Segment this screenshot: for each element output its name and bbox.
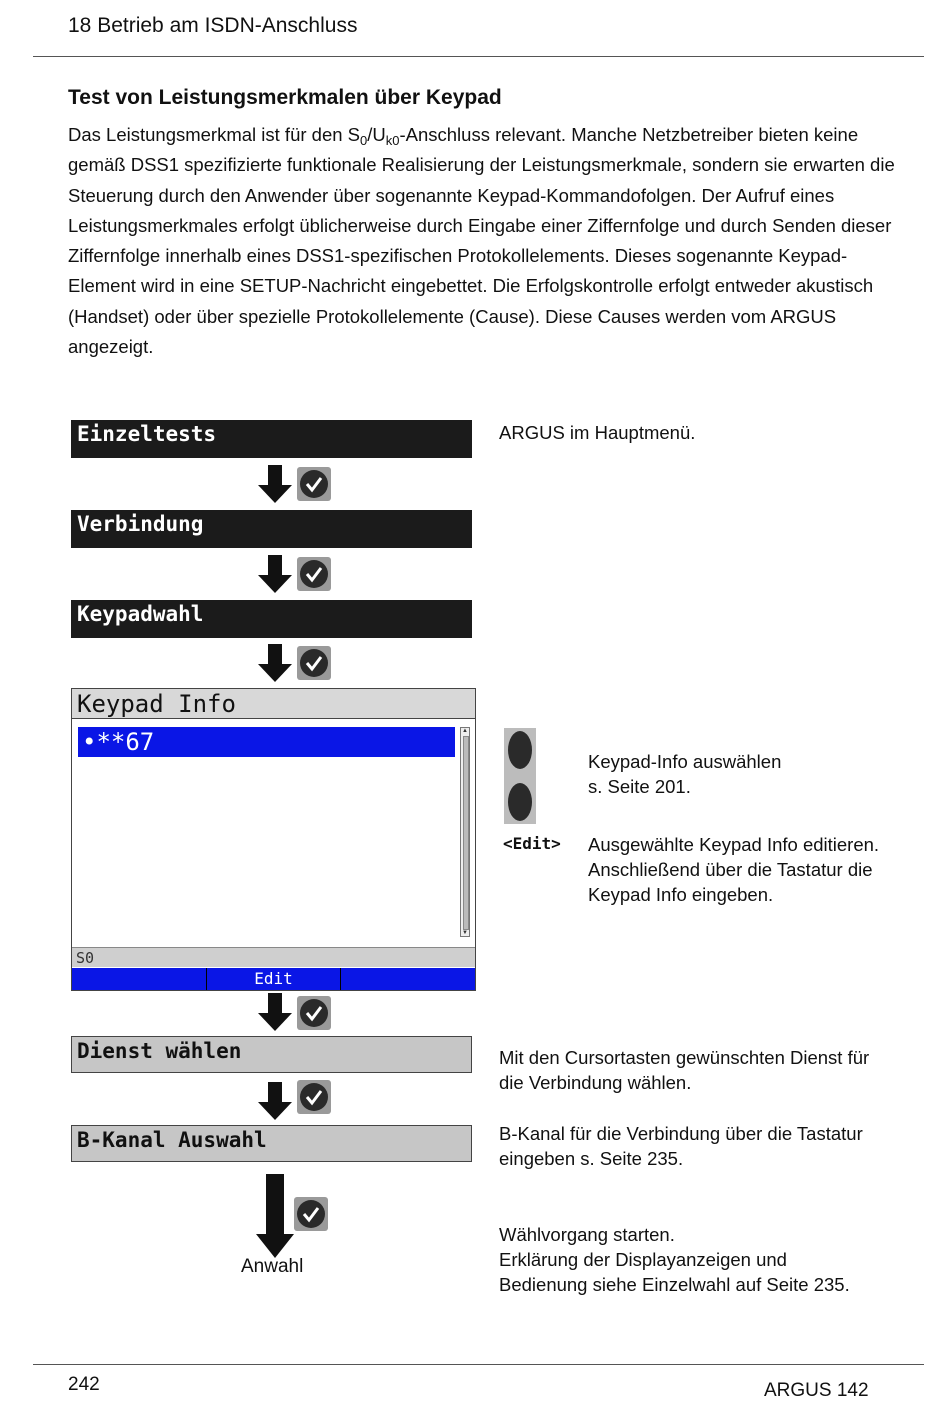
arrow-down-icon (258, 465, 292, 503)
ok-button-icon (297, 996, 331, 1030)
desc-bkanal: B-Kanal für die Verbindung über die Tastatur eingeben s. Seite 235. (499, 1123, 863, 1169)
desc-waehlvorgang: Wählvorgang starten. Erklärung der Displayanzeigen und Bedienung siehe Einzelwahl auf Seite 235. (499, 1224, 850, 1295)
ok-button-icon (297, 1080, 331, 1114)
arrow-down-long-icon (256, 1174, 294, 1258)
product-name: ARGUS 142 (764, 1380, 869, 1401)
scroll-up-icon: ▲ (462, 728, 468, 734)
anwahl-label: Anwahl (241, 1256, 304, 1277)
screen-status: S0 (72, 947, 475, 967)
keypad-info-screen (71, 688, 476, 991)
screen-title: Keypad Info (72, 689, 475, 719)
page-number: 242 (68, 1374, 100, 1395)
menu-dienst-waehlen: Dienst wählen (71, 1036, 472, 1073)
ok-button-icon (297, 646, 331, 680)
cursor-keys-icon (504, 728, 536, 824)
softkey-left[interactable] (72, 968, 206, 990)
screen-scrollbar[interactable] (460, 727, 470, 937)
header-rule (33, 56, 924, 57)
desc-dienst: Mit den Cursortasten gewünschten Dienst für die Verbindung wählen. (499, 1047, 870, 1093)
page-header-title: 18 Betrieb am ISDN-Anschluss (68, 14, 358, 37)
arrow-down-icon (258, 1082, 292, 1120)
footer-rule (33, 1364, 924, 1365)
intro-paragraph: Das Leistungsmerkmal ist für den $S_0/U_{k0}$-Anschluss relevant. Manche Netzbetreiber bieten keine gemäß DSS1 spezifizierte funktionale Realisierung der Leistungsmerkmale, sondern sie erwarten die Steuerung durch den Anwender über sogenannte Keypad-Kommandofolgen. Der Aufruf eines Leistungsmerkmales erfolgt üblicherweise durch Eingabe einer Ziffernfolge und durch Senden dieser Ziffernfolge innerhalb eines DSS1-spezifischen Protokollelements. Dieses sogenannte Keypad-Element wird in eine SETUP-Nachricht eingebettet. Die Erfolgskontrolle erfolgt entweder akustisch (Handset) oder über spezielle Protokollelemente (Cause). Diese Causes werden vom ARGUS angezeigt. (68, 124, 895, 358)
ok-button-icon (297, 557, 331, 591)
section-title: Test von Leistungsmerkmalen über Keypad (68, 86, 502, 109)
menu-b-kanal-auswahl: B-Kanal Auswahl (71, 1125, 472, 1162)
softkey-edit[interactable]: Edit (206, 968, 341, 990)
desc-main-menu: ARGUS im Hauptmenü. (499, 422, 696, 443)
softkey-bar (72, 968, 475, 990)
arrow-down-icon (258, 993, 292, 1031)
menu-keypadwahl: Keypadwahl (71, 600, 472, 638)
scroll-down-icon: ▼ (462, 930, 468, 936)
menu-einzeltests: Einzeltests (71, 420, 472, 458)
menu-verbindung: Verbindung (71, 510, 472, 548)
arrow-down-icon (258, 555, 292, 593)
ok-button-icon (297, 467, 331, 501)
desc-edit: Ausgewählte Keypad Info editieren. Anschließend über die Tastatur die Keypad Info eingeben. (588, 834, 880, 905)
edit-key-label: <Edit> (503, 834, 561, 853)
ok-button-icon (294, 1197, 328, 1231)
arrow-down-icon (258, 644, 292, 682)
keypad-entry-selected[interactable]: •**67 (78, 727, 455, 757)
desc-keypad-select: Keypad-Info auswählen s. Seite 201. (588, 751, 782, 797)
softkey-right[interactable] (340, 968, 475, 990)
scroll-thumb[interactable] (463, 736, 469, 930)
